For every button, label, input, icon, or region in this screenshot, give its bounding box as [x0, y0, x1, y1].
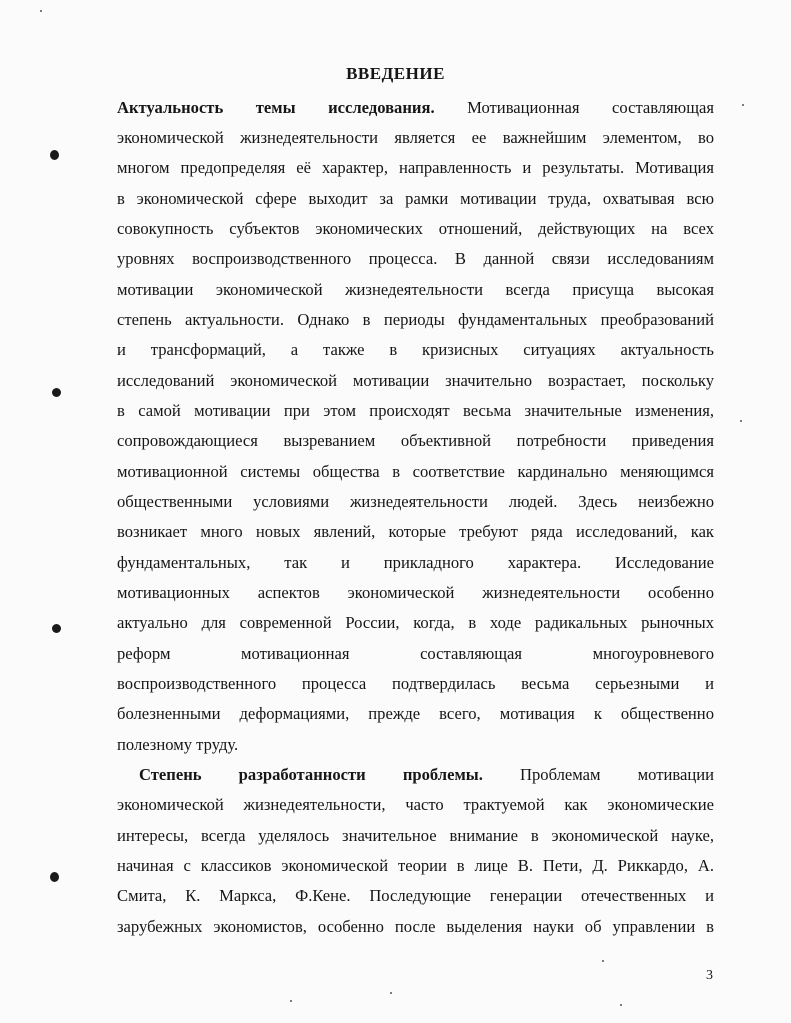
text-line: многом предопределяя её характер, направленность и результаты. Мотивация — [117, 158, 714, 177]
binding-hole-mark — [50, 150, 59, 160]
text-line: сопровождающиеся вызреванием объективной потребности приведения — [117, 431, 714, 450]
page-number: 3 — [706, 968, 713, 983]
binding-hole-mark — [52, 388, 61, 397]
text-line: экономической жизнедеятельности является ее важнейшим элементом, во — [117, 128, 714, 147]
text-line: степень актуальности. Однако в периоды фундаментальных преобразований — [117, 310, 714, 329]
text-line: болезненными деформациями, прежде всего, мотивация к общественно — [117, 704, 714, 723]
text-line: уровнях воспроизводственного процесса. В данной связи исследованиям — [117, 249, 714, 268]
text-line: актуально для современной России, когда, в ходе радикальных рыночных — [117, 613, 714, 632]
text-line: полезному труду. — [117, 735, 239, 754]
text-line: воспроизводственного процесса подтвердилась весьма серьезными и — [117, 674, 714, 693]
text-line: в самой мотивации при этом происходят весьма значительные изменения, — [117, 401, 714, 420]
text-line: начиная с классиков экономической теории в лице В. Пети, Д. Риккардо, А. — [117, 856, 714, 875]
text-line: Актуальность темы исследования. Мотивационная составляющая — [117, 98, 714, 117]
text-line: фундаментальных, так и прикладного характера. Исследование — [117, 553, 714, 572]
text-line: мотивации экономической жизнедеятельности всегда присуща высокая — [117, 280, 714, 299]
scan-speck — [390, 992, 392, 994]
text-line: совокупность субъектов экономических отношений, действующих на всех — [117, 219, 714, 238]
page-title: ВВЕДЕНИЕ — [346, 64, 445, 83]
text-line: зарубежных экономистов, особенно после выделения науки об управлении в — [117, 917, 714, 936]
scan-speck — [620, 1004, 622, 1006]
text-line: Смита, К. Маркса, Ф.Кене. Последующие генерации отечественных и — [117, 886, 714, 905]
text-line: экономической жизнедеятельности, часто трактуемой как экономические — [117, 795, 714, 814]
text-line: и трансформаций, а также в кризисных ситуациях актуальность — [117, 340, 714, 359]
section-lead: Актуальность темы исследования. — [117, 98, 435, 117]
scan-speck — [290, 1000, 292, 1002]
text-line: возникает много новых явлений, которые требуют ряда исследований, как — [117, 522, 714, 541]
text-line: Степень разработанности проблемы. Проблемам мотивации — [139, 765, 714, 784]
text-line: исследований экономической мотивации значительно возрастает, поскольку — [117, 371, 714, 390]
text-line: общественными условиями жизнедеятельности людей. Здесь неизбежно — [117, 492, 714, 511]
text-line: реформ мотивационная составляющая многоуровневого — [117, 644, 714, 663]
section-lead: Степень разработанности проблемы. — [139, 765, 483, 784]
text-line: мотивационных аспектов экономической жизнедеятельности особенно — [117, 583, 714, 602]
binding-hole-mark — [52, 624, 61, 633]
text-line: мотивационной системы общества в соответствие кардинально меняющимся — [117, 462, 714, 481]
scan-speck — [742, 104, 744, 106]
text-line: интересы, всегда уделялось значительное внимание в экономической науке, — [117, 826, 714, 845]
scan-speck — [602, 960, 604, 962]
scan-speck — [40, 10, 42, 12]
binding-hole-mark — [50, 872, 59, 882]
scan-speck — [740, 420, 742, 422]
text-line: в экономической сфере выходит за рамки мотивации труда, охватывая всю — [117, 189, 714, 208]
